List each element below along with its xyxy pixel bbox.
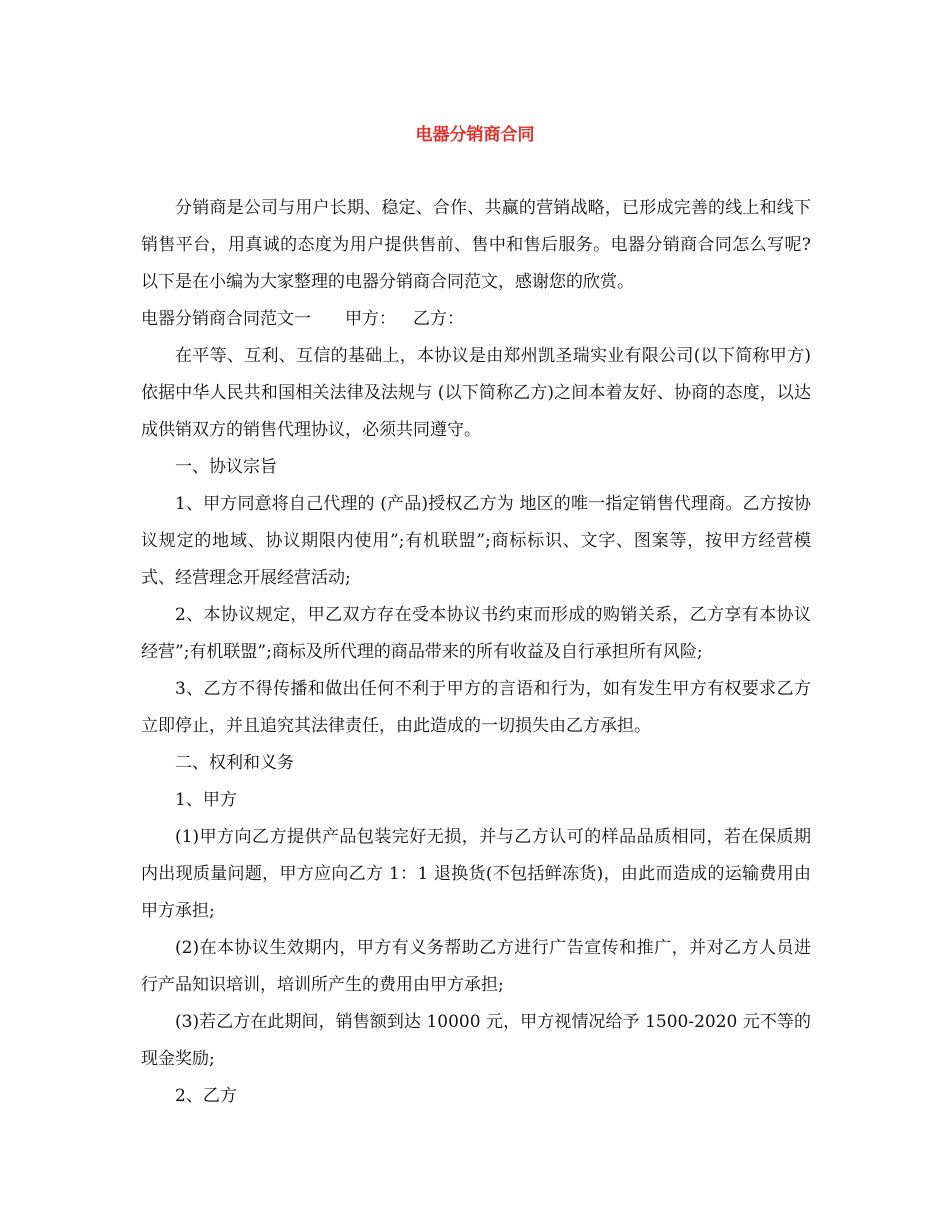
- document-title: 电器分销商合同: [415, 125, 535, 145]
- preamble-paragraph: 在平等、互利、互信的基础上，本协议是由郑州凯圣瑞实业有限公司(以下简称甲方)依据中华人民共和国相关法律及法规与 (以下简称乙方)之间本着友好、协商的态度，以达成供销双方的销售代理协议，必须共同遵守。: [141, 346, 811, 440]
- sample-heading-line: [141, 301, 811, 338]
- section2-item1: (1)甲方向乙方提供产品包装完好无损，并与乙方认可的样品品质相同，若在保质期内出现质量问题，甲方应向乙方 1：1 退换货(不包括鲜冻货)，由此而造成的运输费用由甲方承担;: [141, 827, 811, 921]
- section1-heading: 一、协议宗旨: [175, 457, 277, 477]
- party-b-label: 乙方：: [413, 309, 464, 329]
- section2-item3: (3)若乙方在此期间，销售额到达 10000 元，甲方视情况给予 1500-2020 元不等的现金奖励;: [141, 1012, 811, 1069]
- section2-subheading-party-b: 2、乙方: [175, 1086, 237, 1106]
- section2-item2: (2)在本协议生效期内，甲方有义务帮助乙方进行广告宣传和推广，并对乙方人员进行产品知识培训，培训所产生的费用由甲方承担;: [141, 938, 811, 995]
- document-body: [141, 190, 811, 1115]
- intro-paragraph: 分销商是公司与用户长期、稳定、合作、共赢的营销战略，已形成完善的线上和线下销售平台，用真诚的态度为用户提供售前、售中和售后服务。电器分销商合同怎么写呢?以下是在小编为大家整理的电器分销商合同范文，感谢您的欣赏。: [141, 198, 811, 292]
- party-a-label: 甲方：: [345, 309, 396, 329]
- section2-subheading-party-a: 1、甲方: [175, 790, 237, 810]
- section1-item3: 3、乙方不得传播和做出任何不利于甲方的言语和行为，如有发生甲方有权要求乙方立即停止，并且追究其法律责任，由此造成的一切损失由乙方承担。: [141, 679, 811, 736]
- sample-heading: 电器分销商合同范文一: [141, 309, 311, 329]
- section1-item2: 2、本协议规定，甲乙双方存在受本协议书约束而形成的购销关系，乙方享有本协议经营”;有机联盟”;商标及所代理的商品带来的所有收益及自行承担所有风险;: [141, 605, 811, 662]
- section2-heading: 二、权利和义务: [175, 753, 294, 773]
- section1-item1: 1、甲方同意将自己代理的 (产品)授权乙方为 地区的唯一指定销售代理商。乙方按协议规定的地域、协议期限内使用”;有机联盟”;商标标识、文字、图案等，按甲方经营模式、经营理念开展经营活动;: [141, 494, 811, 588]
